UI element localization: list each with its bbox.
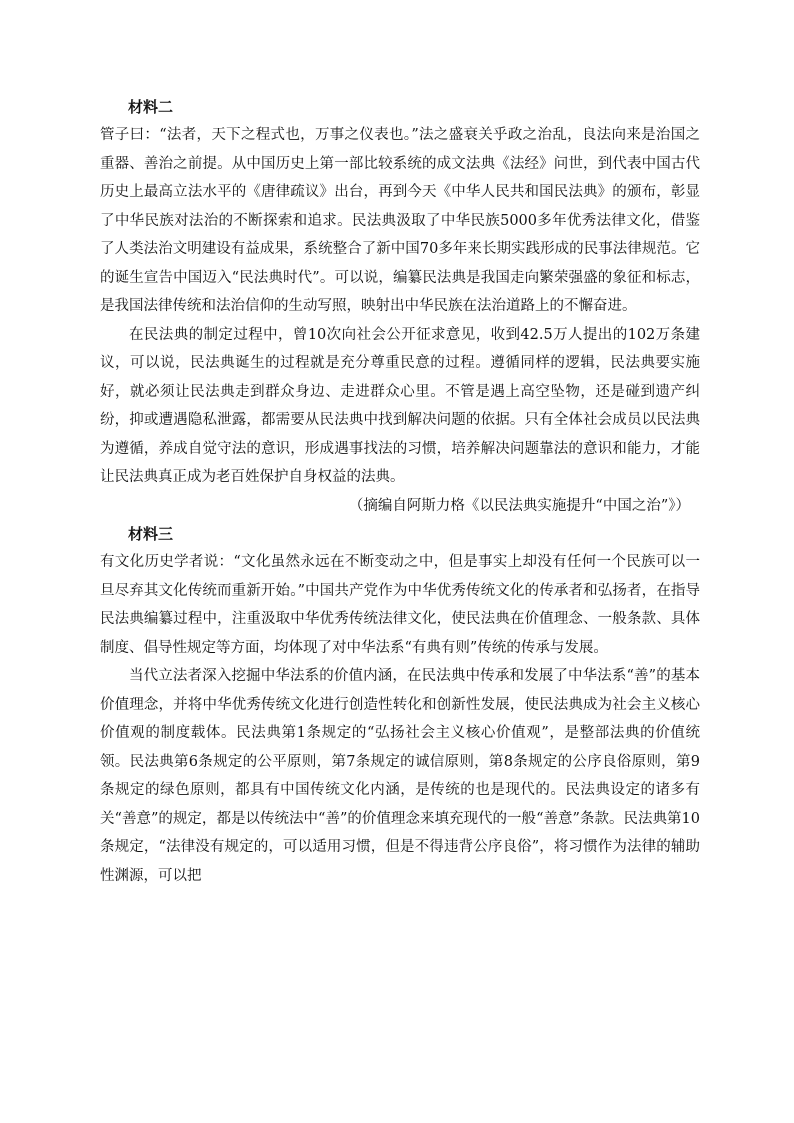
document-body [100, 93, 700, 890]
material-3-heading: 材料三 [128, 525, 174, 543]
material-2-paragraph-2: 在民法典的制定过程中，曾10次向社会公开征求意见，收到42.5万人提出的102万条建议，可以说，民法典诞生的过程就是充分尊重民意的过程。遵循同样的逻辑，民法典要实施好，就必须让民法典走到群众身边、走进群众心里。不管是遇上高空坠物，还是碰到遗产纠纷，抑或遭遇隐私泄露，都需要从民法典中找到解决问题的依据。只有全体社会成员以民法典为遵循，养成自觉守法的意识，形成遇事找法的习惯，培养解决问题靠法的意识和能力，才能让民法典真正成为老百姓保护自身权益的法典。 [100, 326, 700, 485]
material-2-heading: 材料二 [128, 98, 174, 116]
material-3-paragraph-1: 有文化历史学者说：“文化虽然永远在不断变动之中，但是事实上却没有任何一个民族可以一旦尽弃其文化传统而重新开始。”中国共产党作为中华优秀传统文化的传承者和弘扬者，在指导民法典编纂过程中，注重汲取中华优秀传统法律文化，使民法典在价值理念、一般条款、具体制度、倡导性规定等方面，均体现了对中华法系“有典有则”传统的传承与发展。 [100, 554, 700, 656]
material-3-paragraph-2: 当代立法者深入挖掘中华法系的价值内涵，在民法典中传承和发展了中华法系“善”的基本价值理念，并将中华优秀传统文化进行创造性转化和创新性发展，使民法典成为社会主义核心价值观的制度载体。民法典第1条规定的“弘扬社会主义核心价值观”，是整部法典的价值统领。民法典第6条规定的公平原则，第7条规定的诚信原则，第8条规定的公序良俗原则，第9条规定的绿色原则，都具有中国传统文化内涵，是传统的也是现代的。民法典设定的诸多有关“善意”的规定，都是以传统法中“善”的价值理念来填充现代的一般“善意”条款。民法典第10条规定，“法律没有规定的，可以适用习惯，但是不得违背公序良俗”，将习惯作为法律的辅助性渊源，可以把 [100, 668, 700, 884]
material-2-source: （摘编自阿斯力格《以民法典实施提升“中国之治”》） [348, 497, 690, 514]
material-2-paragraph-1: 管子曰：“法者，天下之程式也，万事之仪表也。”法之盛衰关乎政之治乱，良法向来是治国之重器、善治之前提。从中国历史上第一部比较系统的成文法典《法经》问世，到代表中国古代历史上最高立法水平的《唐律疏议》出台，再到今天《中华人民共和国民法典》的颁布，彰显了中华民族对法治的不断探索和追求。民法典汲取了中华民族5000多年优秀法律文化，借鉴了人类法治文明建设有益成果，系统整合了新中国70多年来长期实践形成的民事法律规范。它的诞生宣告中国迈入“民法典时代”。可以说，编纂民法典是我国走向繁荣强盛的象征和标志，是我国法律传统和法治信仰的生动写照，映射出中华民族在法治道路上的不懈奋进。 [100, 127, 700, 314]
